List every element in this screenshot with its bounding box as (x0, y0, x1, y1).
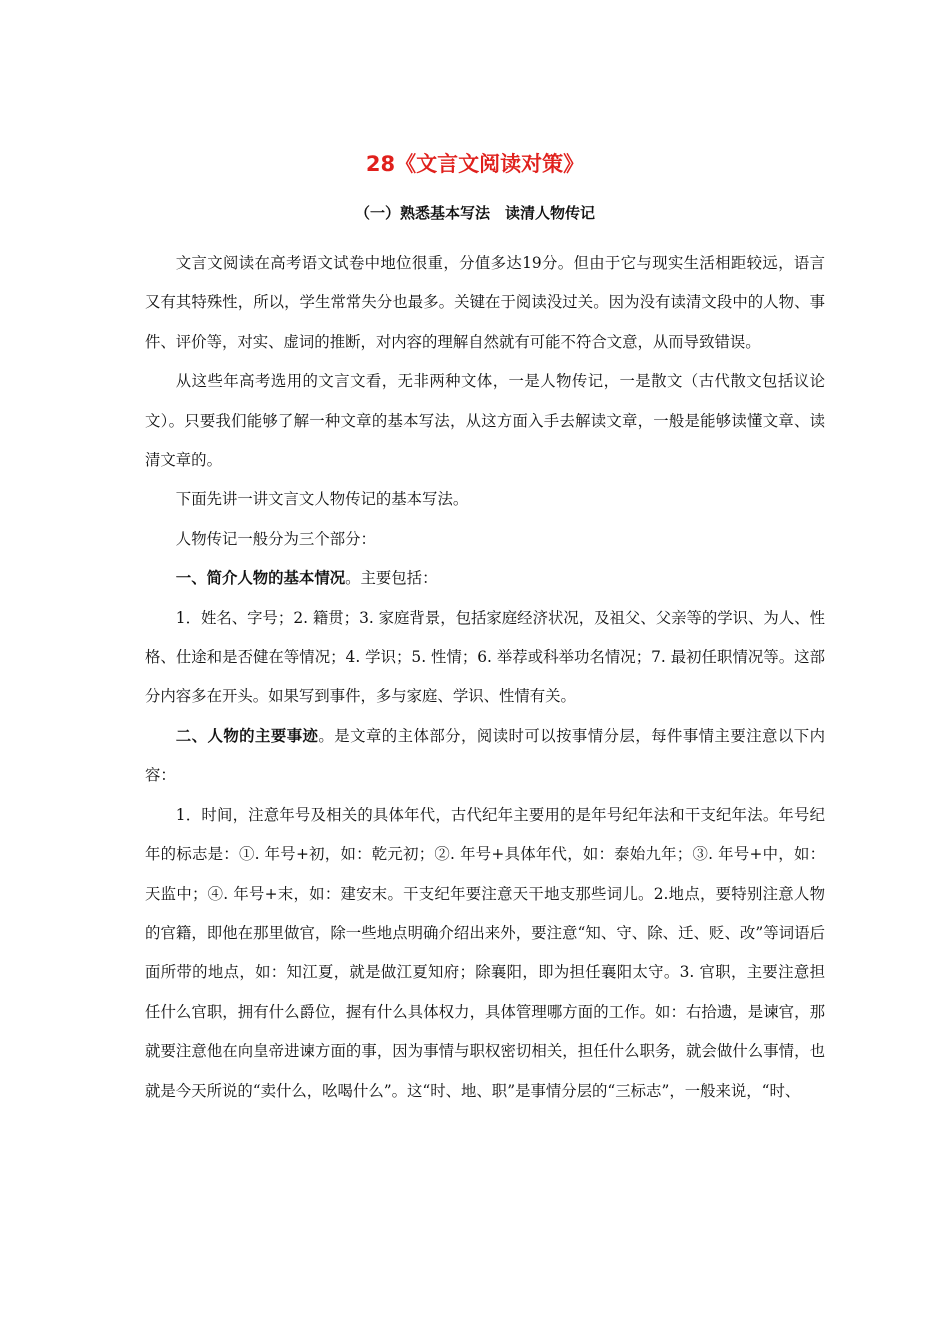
paragraph-basic-info: 1．姓名、字号；2. 籍贯；3. 家庭背景，包括家庭经济状况，及祖父、父亲等的学识、为人、性格、仕途和是否健在等情况；4. 学识；5. 性情；6. 举荐或科举功名情况；7. 最初任职情况等。这部分内容多在开头。如果写到事件，多与家庭、学识、性情有关。 (145, 608, 825, 706)
section-two-tail: 。是文章的主体部分，阅读时可以按事情分层，每件事情主要注意以下内容： (145, 726, 825, 785)
paragraph-intro: 文言文阅读在高考语文试卷中地位很重，分值多达19分。但由于它与现实生活相距较远，语言又有其特殊性，所以，学生常常失分也最多。关键在于阅读没过关。因为没有读清文段中的人物、事件、评价等，对实、虚词的推断，对内容的理解自然就有可能不符合文意，从而导致错误。 (145, 254, 825, 351)
document-body (145, 244, 825, 1111)
paragraph-parts: 人物传记一般分为三个部分： (175, 529, 376, 548)
section-subtitle: （一）熟悉基本写法 读清人物传记 (354, 204, 595, 222)
section-one-heading (145, 559, 825, 598)
paragraph-genres: 从这些年高考选用的文言文看，无非两种文体，一是人物传记，一是散文（古代散文包括议论文）。只要我们能够了解一种文章的基本写法，从这方面入手去解读文章，一般是能够读懂文章、读清文章的。 (145, 372, 825, 470)
section-two-title: 二、人物的主要事迹 (175, 726, 319, 745)
section-one-title: 一、简介人物的基本情况 (175, 569, 346, 588)
paragraph-transition: 下面先讲一讲文言文人物传记的基本写法。 (175, 490, 469, 509)
paragraph-main-deeds: 1．时间，注意年号及相关的具体年代，古代纪年主要用的是年号纪年法和干支纪年法。年号纪年的标志是：①. 年号+初，如：乾元初；②. 年号+具体年代，如：泰始九年；③. 年号+中，如：天监中；④. 年号+末，如：建安末。干支纪年要注意天干地支那些词儿。2.地点，要特别注意人物的官籍，即他在那里做官，除一些地点明确介绍出来外，要注意“知、守、除、迁、贬、改”等词语后面所带的地点，如：知江夏，就是做江夏知府；除襄阳，即为担任襄阳太守。3. 官职，主要注意担任什么官职，拥有什么爵位，握有什么具体权力，具体管理哪方面的工作。如：右拾遗，是谏官，那就要注意他在向皇帝进谏方面的事，因为事情与职权密切相关，担任什么职务，就会做什么事情，也就是今天所说的“卖什么，吆喝什么”。这“时、地、职”是事情分层的“三标志”，一般来说，“时、 (145, 805, 825, 1100)
document-title: 28《文言文阅读对策》 (365, 152, 585, 176)
section-one-tail: 。主要包括： (345, 569, 438, 588)
section-two-heading (145, 717, 825, 796)
